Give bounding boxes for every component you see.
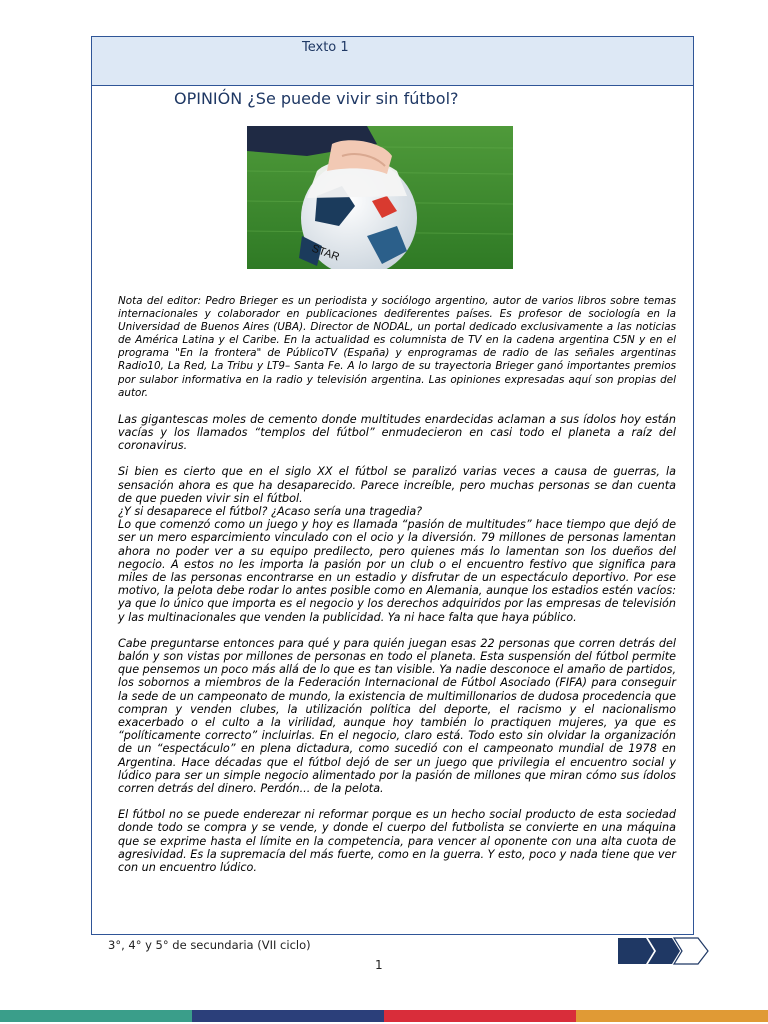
footer-grade-label: 3°, 4° y 5° de secundaria (VII ciclo) <box>108 938 311 952</box>
article-title: OPINIÓN ¿Se puede vivir sin fútbol? <box>174 89 459 108</box>
paragraph: Las gigantescas moles de cemento donde multitudes enardecidas aclaman a sus ídolos hoy están vacías y los llamados “templos del fútbol” enmudecieron en casi todo el planeta a raíz del coronavirus. <box>118 412 676 453</box>
paragraph: Cabe preguntarse entonces para qué y para quién juegan esas 22 personas que corren detrás del balón y son vistas por millones de personas en todo el planeta. Esta suspensión del fútbol permite que pensemos un poco más allá de lo que es tan visible. Ya nadie desconoce el amaño de partidos, los sobornos a miembros de la Federación Internacional de Fútbol Asociado (FIFA) para conseguir la sede de un campeonato de mundo, la existencia de multimillonarios de dudosa procedencia que compran y venden clubes, la utilización política del deporte, el racismo y el nacionalismo exacerbado o el culto a la virilidad, aunque hoy también lo practiquen mujeres, ya que es “políticamente correcto” incluirlas. En el negocio, claro está. Todo esto sin olvidar la organización de un “espectáculo” en plena dictadura, como sucedió con el campeonato mundial de 1978 en Argentina. Hace décadas que el fútbol dejó de ser un juego que privilegia el encuentro social y lúdico para ser un simple negocio alimentado por la pasión de millones que miran cómo sus ídolos corren detrás del dinero. Perdón... de la pelota. <box>118 636 676 796</box>
paragraph: ¿Y si desaparece el fútbol? ¿Acaso sería una tragedia? <box>118 504 423 518</box>
paragraph: Si bien es cierto que en el siglo XX el fútbol se paralizó varias veces a causa de guerras, la sensación ahora es que ha desaparecido. Parece increíble, pero muchas personas se dan cuenta de que pueden vivir sin el fútbol. <box>118 465 676 505</box>
svg-text:STAR: STAR <box>309 242 341 264</box>
text-frame <box>91 36 694 935</box>
paragraph: El fútbol no se puede enderezar ni reformar porque es un hecho social producto de esta sociedad donde todo se compra y se vende, y donde el cuerpo del futbolista se convierte en una máquina que se exprime hasta el límite en la competencia, para vencer al oponente con una alta cuota de agresividad. Es la supremacía del más fuerte, como en la guerra. Y esto, poco y nada tiene que ver con un encuentro lúdico. <box>118 808 676 875</box>
paragraph: Lo que comenzó como un juego y hoy es llamada “pasión de multitudes” hace tiempo que dejó de ser un mero esparcimiento vinculado con el ocio y la diversión. 79 millones de personas lamentan ahora no poder ver a su equipo predilecto, pero quienes más lo lamentan son los dueños del negocio. A estos no les importa la pasión por un club o el encuentro festivo que significa para miles de las personas encontrarse en un estadio y disfrutar de un espectáculo deportivo. Por ese motivo, la pelota debe rodar lo antes posible como en Alemania, aunque los estadios estén vacíos: ya que lo único que importa es el negocio y los derechos adquiridos por las empresas de televisión y las multinacionales que venden la publicidad. Ya ni hace falta que haya público. <box>118 518 676 624</box>
editor-note: Nota del editor: Pedro Brieger es un periodista y sociólogo argentino, autor de varios libros sobre temas internacionales y colaborador en publicaciones dediferentes países. Es profesor de sociología en la Universidad de Buenos Aires (UBA). Director de NODAL, un portal dedicado exclusivamente a las noticias de América Latina y el Caribe. En la actualidad es columnista de TV en la cadena argentina C5N y en el programa "En la frontera" de PúblicoTV (España) y enprogramas de radio de las señales argentinas Radio10, La Red, La Tribu y LT9– Santa Fe. A lo largo de su trayectoria Brieger ganó importantes premios por sulabor informativa en la radio y televisión argentina. Las opiniones expresadas aquí son propias del autor. <box>118 295 676 399</box>
page-number: 1 <box>375 958 383 972</box>
article-body <box>118 295 676 874</box>
soccer-ball-photo <box>247 126 513 269</box>
chevron-arrows-icon <box>616 936 712 966</box>
soccer-ball-image <box>247 126 513 269</box>
footer-color-bar <box>0 1010 768 1022</box>
header-band <box>92 37 693 86</box>
section-label: Texto 1 <box>302 40 349 55</box>
